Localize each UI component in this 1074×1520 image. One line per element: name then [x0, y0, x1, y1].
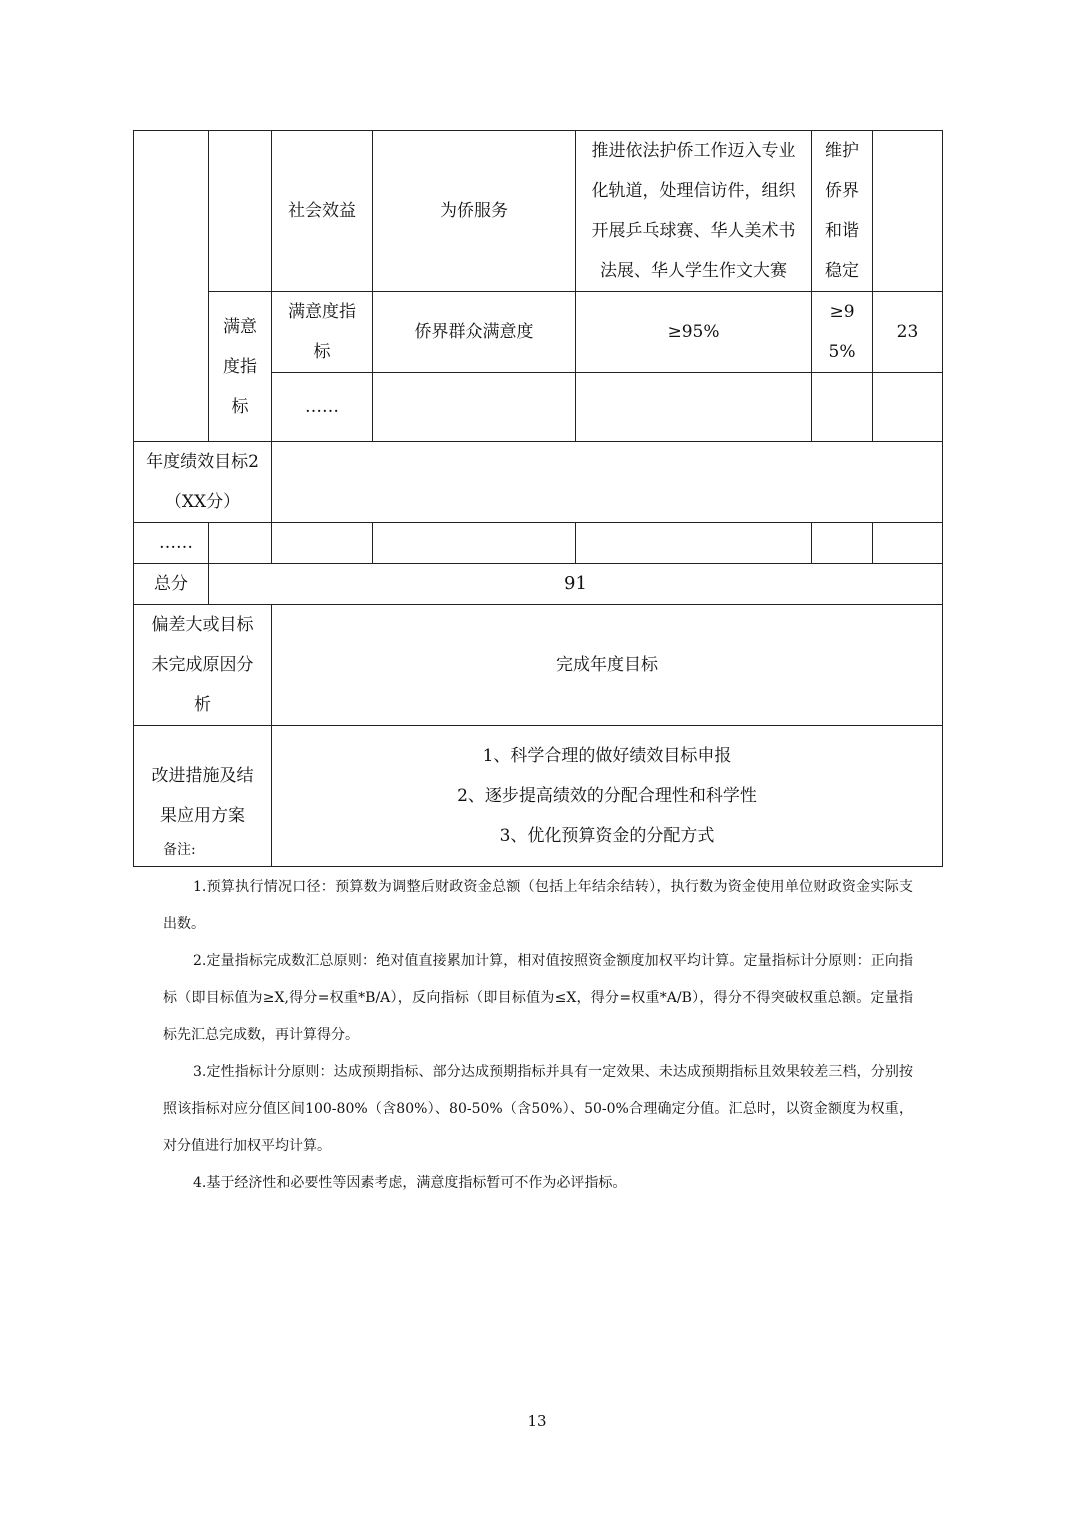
table-row	[134, 131, 943, 292]
secondary-indicator-cell: 满意度指标	[272, 292, 373, 373]
deviation-value-cell: 完成年度目标	[272, 605, 943, 726]
category-cell	[209, 131, 272, 292]
secondary-indicator-cell: ……	[272, 373, 373, 442]
note-item: 1.预算执行情况口径：预算数为调整后财政资金总额（包括上年结余结转），执行数为资金使用单位财政资金实际支出数。	[163, 879, 913, 932]
goal2-label-cell: 年度绩效目标2（XX分）	[134, 442, 272, 523]
target-value-cell: 推进依法护侨工作迈入专业化轨道，处理信访件，组织开展乒乓球赛、华人美术书法展、华人学生作文大赛	[576, 131, 812, 292]
actual-value-cell: ≥95%	[812, 292, 873, 373]
improve-item: 1、科学合理的做好绩效目标申报	[482, 746, 732, 766]
improve-item: 3、优化预算资金的分配方式	[499, 826, 715, 846]
total-label-cell: 总分	[134, 564, 209, 605]
page-number: 13	[527, 1412, 547, 1430]
indicator-name-cell: 为侨服务	[373, 131, 576, 292]
note-item: 4.基于经济性和必要性等因素考虑，满意度指标暂可不作为必评指标。	[193, 1175, 627, 1191]
total-value-cell: 91	[209, 564, 943, 605]
performance-table	[133, 130, 943, 867]
table-row	[134, 564, 943, 605]
notes-title: 备注:	[163, 842, 196, 858]
actual-value-cell: 维护侨界和谐稳定	[812, 131, 873, 292]
table-row	[134, 442, 943, 523]
indicator-name-cell: 侨界群众满意度	[373, 292, 576, 373]
table-row	[134, 523, 943, 564]
ellipsis-cell: ……	[134, 523, 209, 564]
table-row	[134, 605, 943, 726]
score-cell	[873, 131, 943, 292]
score-cell: 23	[873, 292, 943, 373]
primary-indicator-cell	[134, 131, 209, 442]
improve-item: 2、逐步提高绩效的分配合理性和科学性	[457, 786, 757, 806]
note-item: 2.定量指标完成数汇总原则：绝对值直接累加计算，相对值按照资金额度加权平均计算。定量指标计分原则：正向指标（即目标值为≥X,得分=权重*B/A），反向指标（即目标值为≤X，得分=权重*A/B），得分不得突破权重总额。定量指标先汇总完成数，再计算得分。	[163, 953, 913, 1043]
secondary-indicator-cell: 社会效益	[272, 131, 373, 292]
table-row	[134, 292, 943, 373]
deviation-label-cell: 偏差大或目标未完成原因分析	[134, 605, 272, 726]
notes	[163, 832, 913, 1202]
note-item: 3.定性指标计分原则：达成预期指标、部分达成预期指标并具有一定效果、未达成预期指标且效果较差三档，分别按照该指标对应分值区间100-80%（含80%）、80-50%（含50%）、50-0%合理确定分值。汇总时，以资金额度为权重，对分值进行加权平均计算。	[163, 1064, 913, 1154]
target-value-cell: ≥95%	[576, 292, 812, 373]
satisfaction-category-cell: 满意度指标	[209, 292, 272, 442]
improve-label-cell: 改进措施及结果应用方案	[134, 726, 272, 867]
goal2-value-cell	[272, 442, 943, 523]
